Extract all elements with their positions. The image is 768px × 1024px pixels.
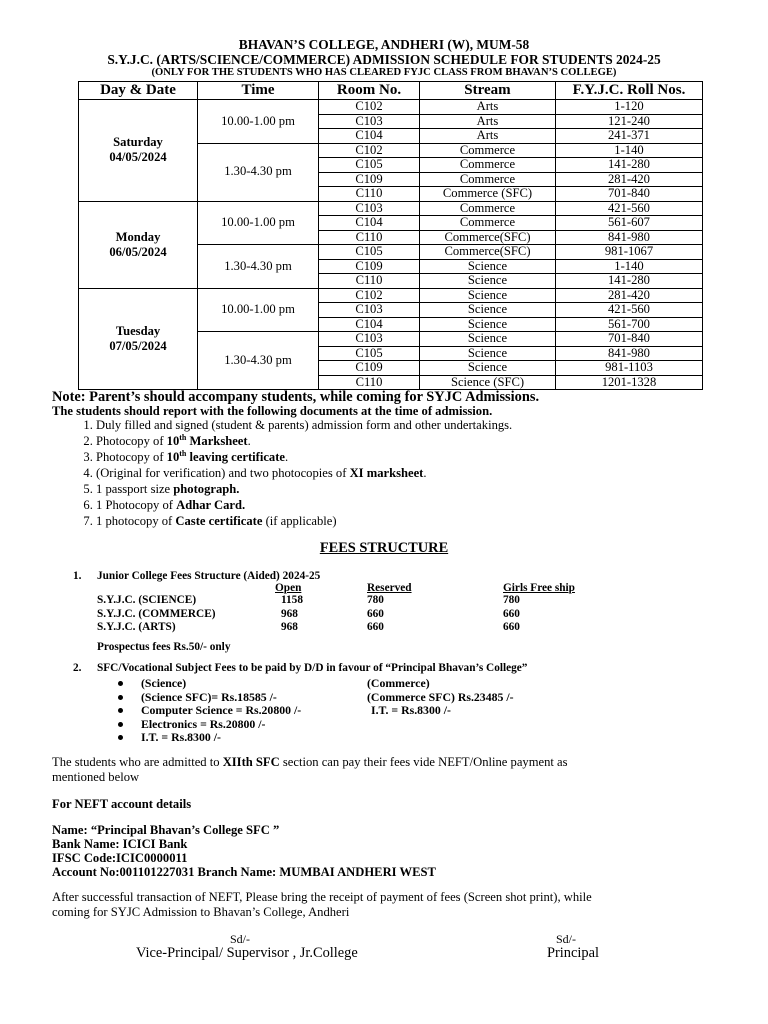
- sfc-fee-right: I.T. = Rs.8300 /-: [371, 703, 451, 717]
- roll-nos-cell: 1201-1328: [556, 375, 703, 390]
- neft-intro-line2: mentioned below: [52, 770, 140, 784]
- fees-col-open: Open: [275, 582, 302, 594]
- neft-intro-text: The students who are admitted to: [52, 755, 223, 769]
- roll-nos-cell: 421-560: [556, 303, 703, 318]
- roll-nos-cell: 981-1103: [556, 361, 703, 376]
- sd-right: Sd/-: [556, 932, 577, 946]
- neft-account-name: Name: “Principal Bhavan’s College SFC ”: [52, 823, 280, 837]
- day-name: Tuesday: [115, 323, 161, 338]
- room-cell: C109: [319, 172, 420, 187]
- room-cell: C110: [319, 187, 420, 202]
- table-header-row: [79, 82, 703, 100]
- stream-cell: Science: [420, 346, 556, 361]
- documents-list: [52, 417, 512, 529]
- table-row: [79, 288, 703, 303]
- sd-left: Sd/-: [230, 932, 251, 946]
- room-cell: C104: [319, 216, 420, 231]
- stream-cell: Commerce: [420, 143, 556, 158]
- neft-intro: [52, 755, 568, 770]
- room-cell: C109: [319, 361, 420, 376]
- signature-vice-principal: Vice-Principal/ Supervisor , Jr.College: [136, 945, 358, 961]
- stream-cell: Commerce: [420, 216, 556, 231]
- document-item-text: photograph.: [173, 482, 240, 496]
- time-slot-cell: 1.30-4.30 pm: [198, 332, 319, 390]
- sfc-fee-left: Electronics = Rs.20800 /-: [141, 716, 266, 731]
- room-cell: C103: [319, 201, 420, 216]
- note-documents: The students should report with the following documents at the time of admission.: [52, 404, 493, 418]
- section-1-title: Junior College Fees Structure (Aided) 2024-25: [97, 570, 321, 582]
- document-item: [96, 481, 512, 497]
- document-item-text: Marksheet: [186, 434, 248, 448]
- day-date: 04/05/2024: [109, 150, 167, 165]
- fees-col-reserved: Reserved: [367, 582, 412, 594]
- document-item-text: th: [179, 448, 187, 458]
- schedule-subtitle: (ONLY FOR THE STUDENTS WHO HAS CLEARED FYJC CLASS FROM BHAVAN’S COLLEGE): [151, 67, 617, 78]
- college-name: BHAVAN’S COLLEGE, ANDHERI (W), MUM-58: [238, 37, 530, 52]
- document-item: [96, 417, 512, 433]
- section-1-number: 1.: [73, 570, 82, 582]
- room-cell: C105: [319, 346, 420, 361]
- fees-girls: 660: [503, 607, 520, 620]
- table-row: [79, 201, 703, 216]
- roll-nos-cell: 141-280: [556, 158, 703, 173]
- day-name: Monday: [115, 229, 161, 244]
- roll-nos-cell: 701-840: [556, 332, 703, 347]
- fees-girls: 780: [503, 594, 520, 606]
- roll-nos-cell: 561-700: [556, 317, 703, 332]
- day-date-cell: [79, 100, 198, 202]
- fees-reserved: 660: [367, 621, 384, 633]
- roll-nos-cell: 701-840: [556, 187, 703, 202]
- col-header-roll: F.Y.J.C. Roll Nos.: [556, 82, 703, 100]
- room-cell: C103: [319, 114, 420, 129]
- document-item-text: .: [423, 466, 427, 480]
- document-item-text: 10: [166, 434, 180, 448]
- room-cell: C104: [319, 129, 420, 144]
- fees-class: S.Y.J.C. (ARTS): [97, 621, 176, 633]
- sfc-fee-left: I.T. = Rs.8300 /-: [141, 730, 221, 744]
- fees-col-girls: Girls Free ship: [503, 582, 575, 594]
- signature-principal: Principal: [547, 945, 599, 961]
- fees-class: S.Y.J.C. (COMMERCE): [97, 607, 216, 620]
- col-header-time: Time: [198, 82, 319, 100]
- roll-nos-cell: 841-980: [556, 346, 703, 361]
- bullet-icon: [118, 695, 123, 700]
- document-item-text: th: [179, 432, 187, 442]
- document-item: [96, 513, 512, 529]
- room-cell: C104: [319, 317, 420, 332]
- room-cell: C102: [319, 143, 420, 158]
- neft-after-line1: After successful transaction of NEFT, Please bring the receipt of payment of fees (Screen shot print), while: [52, 890, 592, 904]
- roll-nos-cell: 1-120: [556, 100, 703, 115]
- bullet-icon: [118, 681, 123, 686]
- stream-cell: Science: [420, 288, 556, 303]
- time-slot-cell: 1.30-4.30 pm: [198, 245, 319, 289]
- stream-cell: Commerce(SFC): [420, 230, 556, 245]
- roll-nos-cell: 141-280: [556, 274, 703, 289]
- room-cell: C105: [319, 245, 420, 260]
- stream-cell: Arts: [420, 129, 556, 144]
- document-item-text: Photocopy of: [96, 450, 167, 464]
- stream-cell: Science: [420, 303, 556, 318]
- fees-heading: FEES STRUCTURE: [319, 540, 449, 556]
- room-cell: C110: [319, 230, 420, 245]
- stream-cell: Science: [420, 332, 556, 347]
- document-item-text: Adhar Card.: [176, 498, 246, 512]
- roll-nos-cell: 841-980: [556, 230, 703, 245]
- fees-open: 968: [281, 621, 298, 633]
- time-slot-cell: 10.00-1.00 pm: [198, 100, 319, 144]
- col-header-day-date: Day & Date: [79, 82, 198, 100]
- stream-cell: Science (SFC): [420, 375, 556, 390]
- bullet-icon: [118, 735, 123, 740]
- room-cell: C102: [319, 100, 420, 115]
- neft-intro-section: XIIth SFC: [222, 755, 280, 769]
- room-cell: C105: [319, 158, 420, 173]
- bullet-icon: [118, 708, 123, 713]
- document-item-text: Duly filled and signed (student & parents) admission form and other undertakings.: [96, 418, 513, 432]
- room-cell: C110: [319, 375, 420, 390]
- roll-nos-cell: 281-420: [556, 172, 703, 187]
- time-slot-cell: 1.30-4.30 pm: [198, 143, 319, 201]
- document-item-text: (Original for verification) and two photocopies of: [96, 466, 350, 480]
- document-item-text: XI marksheet: [349, 466, 424, 480]
- schedule-body: [79, 100, 703, 390]
- roll-nos-cell: 1-140: [556, 143, 703, 158]
- document-item-text: 1 Photocopy of: [96, 498, 177, 512]
- roll-nos-cell: 421-560: [556, 201, 703, 216]
- room-cell: C103: [319, 332, 420, 347]
- note-parents: Note: Parent’s should accompany students, while coming for SYJC Admissions.: [52, 389, 540, 405]
- room-cell: C103: [319, 303, 420, 318]
- document-item: [96, 497, 512, 513]
- sfc-fee-left: Computer Science = Rs.20800 /-: [141, 703, 302, 717]
- bullet-icon: [118, 722, 123, 727]
- stream-cell: Science: [420, 317, 556, 332]
- sfc-fee-left: (Science SFC)= Rs.18585 /-: [141, 689, 277, 704]
- fees-open: 1158: [281, 594, 303, 606]
- roll-nos-cell: 561-607: [556, 216, 703, 231]
- stream-cell: Commerce (SFC): [420, 187, 556, 202]
- document-item-text: 10: [166, 450, 180, 464]
- stream-cell: Commerce: [420, 158, 556, 173]
- document-item-text: leaving certificate: [186, 450, 285, 464]
- prospectus-fees: Prospectus fees Rs.50/- only: [97, 641, 231, 653]
- document-item-text: Photocopy of: [96, 434, 167, 448]
- section-2-number: 2.: [73, 662, 82, 674]
- room-cell: C102: [319, 288, 420, 303]
- document-item-text: .: [285, 450, 289, 464]
- day-date: 07/05/2024: [109, 338, 167, 353]
- neft-bank-name: Bank Name: ICICI Bank: [52, 837, 188, 851]
- sfc-fee-right: (Commerce SFC) Rs.23485 /-: [367, 689, 514, 704]
- table-row: [79, 100, 703, 115]
- fees-class: S.Y.J.C. (SCIENCE): [97, 594, 197, 606]
- section-2-title: SFC/Vocational Subject Fees to be paid by D/D in favour of “Principal Bhavan’s College”: [97, 662, 528, 674]
- fees-girls: 660: [503, 621, 520, 633]
- stream-cell: Commerce: [420, 201, 556, 216]
- col-header-room: Room No.: [319, 82, 420, 100]
- document-item-text: (if applicable): [262, 514, 337, 528]
- document-item-text: 1 passport size: [96, 482, 174, 496]
- sfc-fee-left: (Science): [141, 676, 187, 690]
- fees-reserved: 780: [367, 594, 384, 606]
- neft-after-line2: coming for SYJC Admission to Bhavan’s College, Andheri: [52, 905, 350, 919]
- roll-nos-cell: 241-371: [556, 129, 703, 144]
- neft-heading: For NEFT account details: [52, 797, 192, 811]
- time-slot-cell: 10.00-1.00 pm: [198, 288, 319, 332]
- document-item-text: Caste certificate: [175, 514, 263, 528]
- roll-nos-cell: 121-240: [556, 114, 703, 129]
- neft-intro-rest: section can pay their fees vide NEFT/Online payment as: [279, 755, 568, 769]
- col-header-stream: Stream: [420, 82, 556, 100]
- admission-schedule-table: [78, 81, 703, 390]
- room-cell: C110: [319, 274, 420, 289]
- roll-nos-cell: 1-140: [556, 259, 703, 274]
- room-cell: C109: [319, 259, 420, 274]
- document-item: [96, 449, 512, 465]
- roll-nos-cell: 981-1067: [556, 245, 703, 260]
- day-name: Saturday: [113, 135, 163, 150]
- stream-cell: Arts: [420, 100, 556, 115]
- document-item: [96, 465, 512, 481]
- time-slot-cell: 10.00-1.00 pm: [198, 201, 319, 245]
- day-date-cell: [79, 288, 198, 390]
- sfc-fee-right: (Commerce): [367, 676, 430, 690]
- neft-account-number: Account No:001101227031 Branch Name: MUMBAI ANDHERI WEST: [52, 865, 436, 879]
- fees-open: 968: [281, 607, 298, 620]
- neft-ifsc-code: IFSC Code:ICIC0000011: [52, 851, 188, 865]
- stream-cell: Arts: [420, 114, 556, 129]
- stream-cell: Science: [420, 361, 556, 376]
- stream-cell: Commerce: [420, 172, 556, 187]
- fees-reserved: 660: [367, 607, 384, 620]
- roll-nos-cell: 281-420: [556, 288, 703, 303]
- day-date: 06/05/2024: [109, 244, 167, 259]
- document-item-text: 1 photocopy of: [96, 514, 176, 528]
- stream-cell: Commerce(SFC): [420, 245, 556, 260]
- day-date-cell: [79, 201, 198, 288]
- document-item-text: .: [247, 434, 251, 448]
- stream-cell: Science: [420, 274, 556, 289]
- stream-cell: Science: [420, 259, 556, 274]
- schedule-title: S.Y.J.C. (ARTS/SCIENCE/COMMERCE) ADMISSION SCHEDULE FOR STUDENTS 2024-25: [107, 52, 661, 67]
- document-item: [96, 433, 512, 449]
